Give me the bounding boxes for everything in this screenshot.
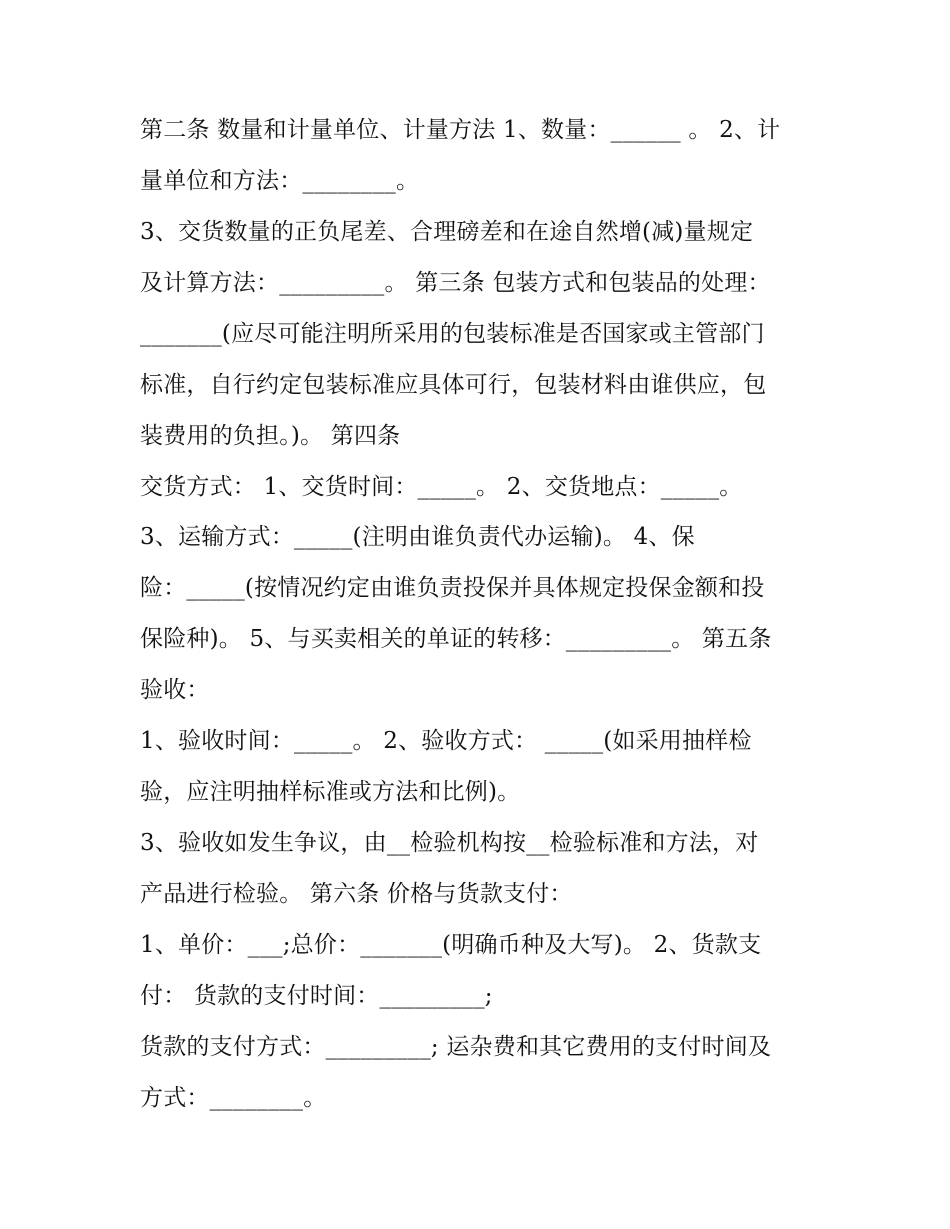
text-line: 险：_____(按情况约定由谁负责投保并具体规定投保金额和投 [140, 575, 765, 601]
text-line: 及计算方法：_________。 第三条 包装方式和包装品的处理： [140, 270, 771, 296]
text-line: 付： 货款的支付时间：_________; [140, 983, 493, 1009]
text-line: 验收： [140, 677, 210, 703]
text-line: 量单位和方法：________。 [140, 168, 420, 194]
text-line: 装费用的负担。)。 第四条 [140, 423, 401, 449]
text-line: 交货方式： 1、交货时间：_____。 2、交货地点：_____。 [140, 474, 743, 500]
text-line: 3、交货数量的正负尾差、合理磅差和在途自然增(减)量规定 [140, 219, 754, 245]
text-line: 保险种)。 5、与买卖相关的单证的转移：_________。 第五条 [140, 626, 772, 652]
text-line: 验，应注明抽样标准或方法和比例)。 [140, 779, 521, 805]
text-line: 标准，自行约定包装标准应具体可行，包装材料由谁供应，包 [140, 372, 767, 398]
text-line: _______(应尽可能注明所采用的包装标准是否国家或主管部门 [140, 321, 765, 347]
text-line: 第二条 数量和计量单位、计量方法 1、数量：______ 。 2、计 [140, 117, 781, 143]
text-line: 1、单价：___;总价：_______(明确币种及大写)。 2、货款支 [140, 932, 762, 958]
text-line: 产品进行检验。 第六条 价格与货款支付： [140, 881, 573, 907]
text-line: 货款的支付方式：_________; 运杂费和其它费用的支付时间及 [140, 1034, 772, 1060]
text-line: 3、验收如发生争议，由__检验机构按__检验标准和方法，对 [140, 830, 759, 856]
text-line: 方式：________。 [140, 1085, 327, 1111]
text-line: 3、运输方式：_____(注明由谁负责代办运输)。 4、保 [140, 524, 695, 550]
text-line: 1、验收时间：_____。 2、验收方式： _____(如采用抽样检 [140, 728, 752, 754]
